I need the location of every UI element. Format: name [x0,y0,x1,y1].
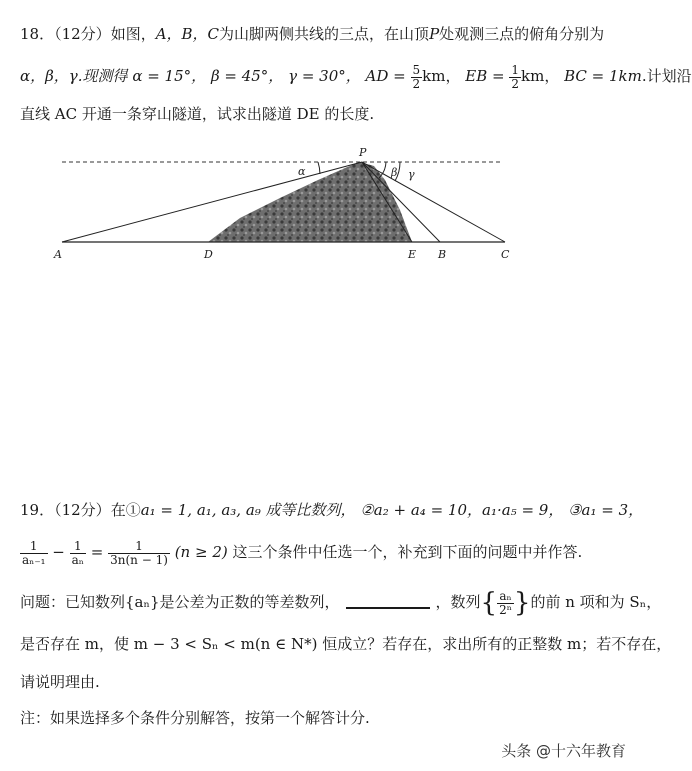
watermark: 头条 @十六年教育 [501,742,626,760]
q19-equals: = [90,543,104,561]
label-c: C [501,248,510,261]
frac-den: aₙ [71,552,84,567]
frac-den: aₙ₋₁ [22,552,46,567]
label-gamma: γ [408,168,415,181]
alpha-arc [318,162,320,174]
frac-den: 2ⁿ [499,602,512,617]
q18-number: 18． [20,25,55,43]
label-alpha: α [298,165,306,178]
q18-beta-value: β = 45°， [210,67,284,85]
frac-num: aₙ [497,590,514,604]
frac-num: 5 [412,62,421,77]
brace-left: { [480,588,498,618]
q18-gamma-value: γ = 30°， [288,67,361,85]
q19-line-3 [20,586,661,619]
q19-score: （12分） [54,501,111,519]
q18-ad-label: AD = [365,67,406,85]
q19-text: 这三个条件中任选一个，补充到下面的问题中并作答. [232,543,583,561]
q19-condition-3: ③a₁ = 3， [568,501,644,519]
mountain-figure [0,140,640,270]
frac-num: 1 [20,540,48,554]
label-a: A [54,248,62,261]
q18-score: （12分） [54,25,111,43]
q18-points: A，B，C [155,25,220,43]
q18-angles: α，β，γ.现测得 [20,67,128,85]
q19-note: 注：如果选择多个条件分别解答，按第一个解答计分. [20,709,370,727]
q18-line-3: 直线 AC 开通一条穿山隧道，试求出隧道 DE 的长度. [20,105,375,123]
q19-number: 19． [20,501,55,519]
frac-den: 2 [412,76,421,91]
q18-bc-value: BC = 1km [564,67,642,85]
q19-text: 在① [110,501,141,519]
q19-line-5: 请说明理由. [20,673,100,691]
label-e: E [408,248,417,261]
label-p: P [359,146,367,159]
frac-num: 1 [108,540,170,554]
q18-point-p: P [429,25,440,43]
q18-eb-fraction [509,64,521,91]
q19-seq-fraction [497,590,514,617]
q18-line-1 [20,24,604,44]
q18-text: 如图， [110,25,156,43]
q18-ad-fraction [411,64,423,91]
q19-problem-text: 的前 n 项和为 Sₙ， [530,593,662,611]
q18-eb-unit: km， [521,67,560,85]
q18-text: 为山脚两侧共线的三点，在山顶 [219,25,430,43]
q19-range: (n ≥ 2) [174,543,228,561]
frac-den: 2 [511,76,520,91]
label-d: D [204,248,213,261]
frac-num: 1 [511,62,520,77]
q19-condition-1: a₁ = 1, a₁, a₃, a₉ 成等比数列， [140,501,356,519]
q18-ad-unit: km， [422,67,461,85]
answer-blank[interactable] [346,607,430,609]
q18-text: 处观测三点的俯角分别为 [439,25,605,43]
frac-num: 1 [70,540,86,554]
q19-line-1 [20,500,643,520]
label-b: B [438,248,447,261]
q19-problem-text: ，数列 [435,593,481,611]
q19-fraction-2 [70,540,86,567]
q19-condition-2: ②a₂ + a₄ = 10，a₁·a₅ = 9， [360,501,564,519]
q19-problem-text: 问题：已知数列{aₙ}是公差为正数的等差数列， [20,593,340,611]
frac-den: 3n(n − 1) [110,552,168,567]
q18-eb-label: EB = [465,67,505,85]
q19-line-4: 是否存在 m，使 m − 3 < Sₙ < m(n ∈ N*) 恒成立？若存在，求出所有的正整数 m；若不存在， [20,635,672,653]
q18-line-2 [20,62,692,91]
q18-text: .计划沿 [641,67,692,85]
q19-fraction-3 [108,540,170,567]
brace-right: } [513,588,531,618]
mountain-shape [208,162,412,242]
q19-line-2 [20,534,582,570]
q19-minus: − [52,543,65,561]
q19-fraction-1 [20,540,48,567]
q18-alpha-value: α = 15°， [132,67,207,85]
label-beta: β [391,166,398,179]
